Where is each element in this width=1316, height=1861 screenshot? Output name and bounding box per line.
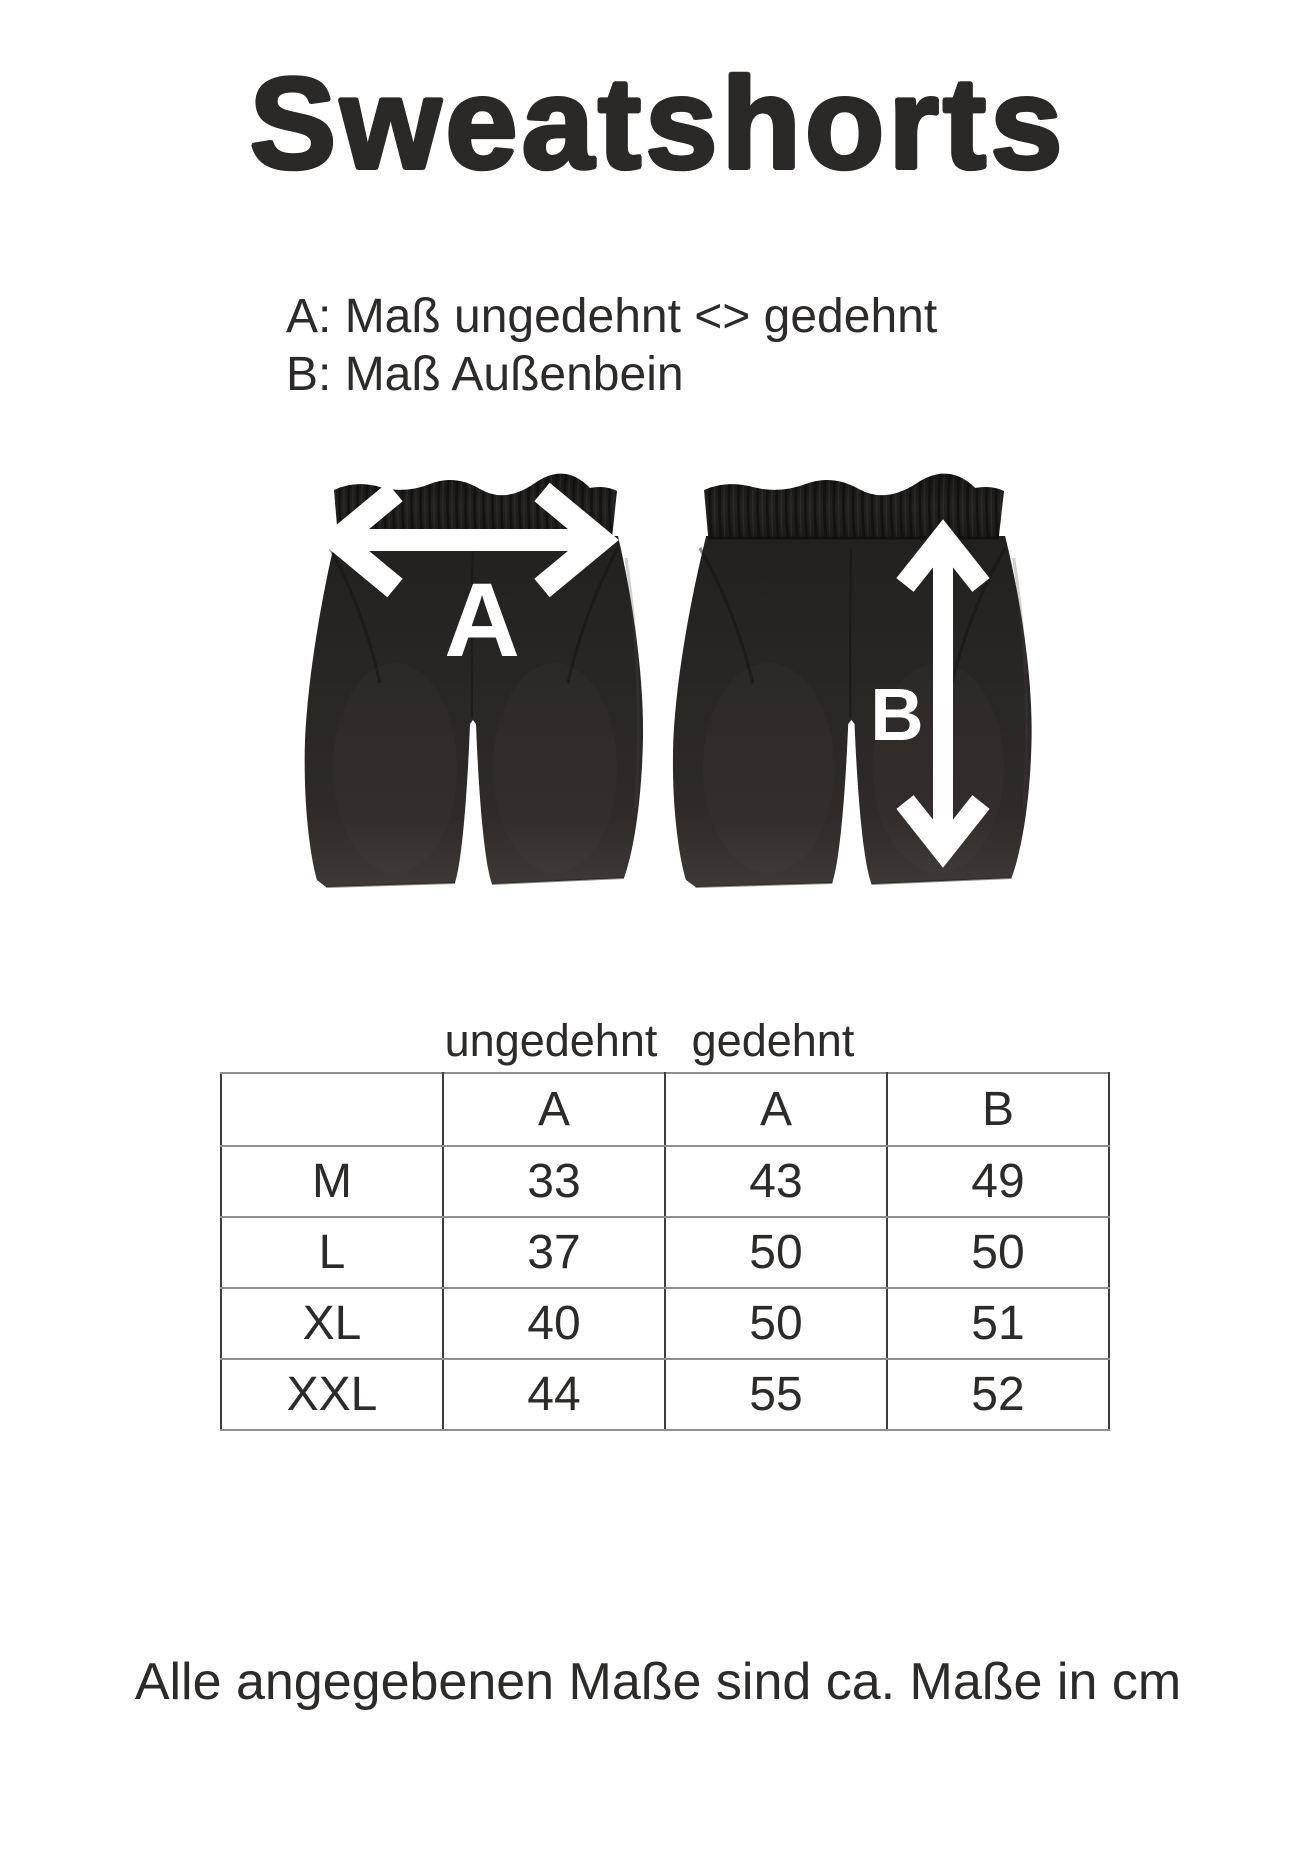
value-cell: 40 — [443, 1288, 665, 1359]
table-row — [221, 1146, 1109, 1217]
size-cell: XL — [221, 1288, 443, 1359]
col-header-size — [221, 1073, 443, 1146]
value-cell: 50 — [665, 1288, 887, 1359]
measure-label-a: A — [444, 562, 520, 679]
size-cell: XXL — [221, 1359, 443, 1430]
table-row — [221, 1359, 1109, 1430]
value-cell: 37 — [443, 1217, 665, 1288]
table-row — [221, 1217, 1109, 1288]
table-header-row — [221, 1073, 1109, 1146]
value-cell: 55 — [665, 1359, 887, 1430]
value-cell: 52 — [887, 1359, 1109, 1430]
legend-line-a: A: Maß ungedehnt <> gedehnt — [286, 290, 938, 343]
table-group-header-ungedehnt: ungedehnt — [444, 1015, 658, 1066]
measurement-legend — [286, 288, 937, 404]
value-cell: 50 — [665, 1217, 887, 1288]
size-cell: L — [221, 1217, 443, 1288]
footer-note: Alle angegebenen Maße sind ca. Maße in cm — [134, 1653, 1182, 1711]
value-cell: 43 — [665, 1146, 887, 1217]
size-diagram — [280, 460, 1060, 900]
measure-label-b: B — [870, 673, 924, 756]
col-header-b: B — [887, 1073, 1109, 1146]
table-group-header-gedehnt: gedehnt — [691, 1015, 855, 1066]
value-cell: 44 — [443, 1359, 665, 1430]
page-title: Sweatshorts — [249, 50, 1067, 196]
col-header-a-gedehnt: A — [665, 1073, 887, 1146]
value-cell: 51 — [887, 1288, 1109, 1359]
table-row — [221, 1288, 1109, 1359]
size-cell: M — [221, 1146, 443, 1217]
legend-line-b: B: Maß Außenbein — [286, 348, 684, 401]
value-cell: 50 — [887, 1217, 1109, 1288]
col-header-a-ungedehnt: A — [443, 1073, 665, 1146]
value-cell: 33 — [443, 1146, 665, 1217]
value-cell: 49 — [887, 1146, 1109, 1217]
shorts-back-image — [673, 474, 1032, 887]
size-table — [220, 1072, 1110, 1431]
